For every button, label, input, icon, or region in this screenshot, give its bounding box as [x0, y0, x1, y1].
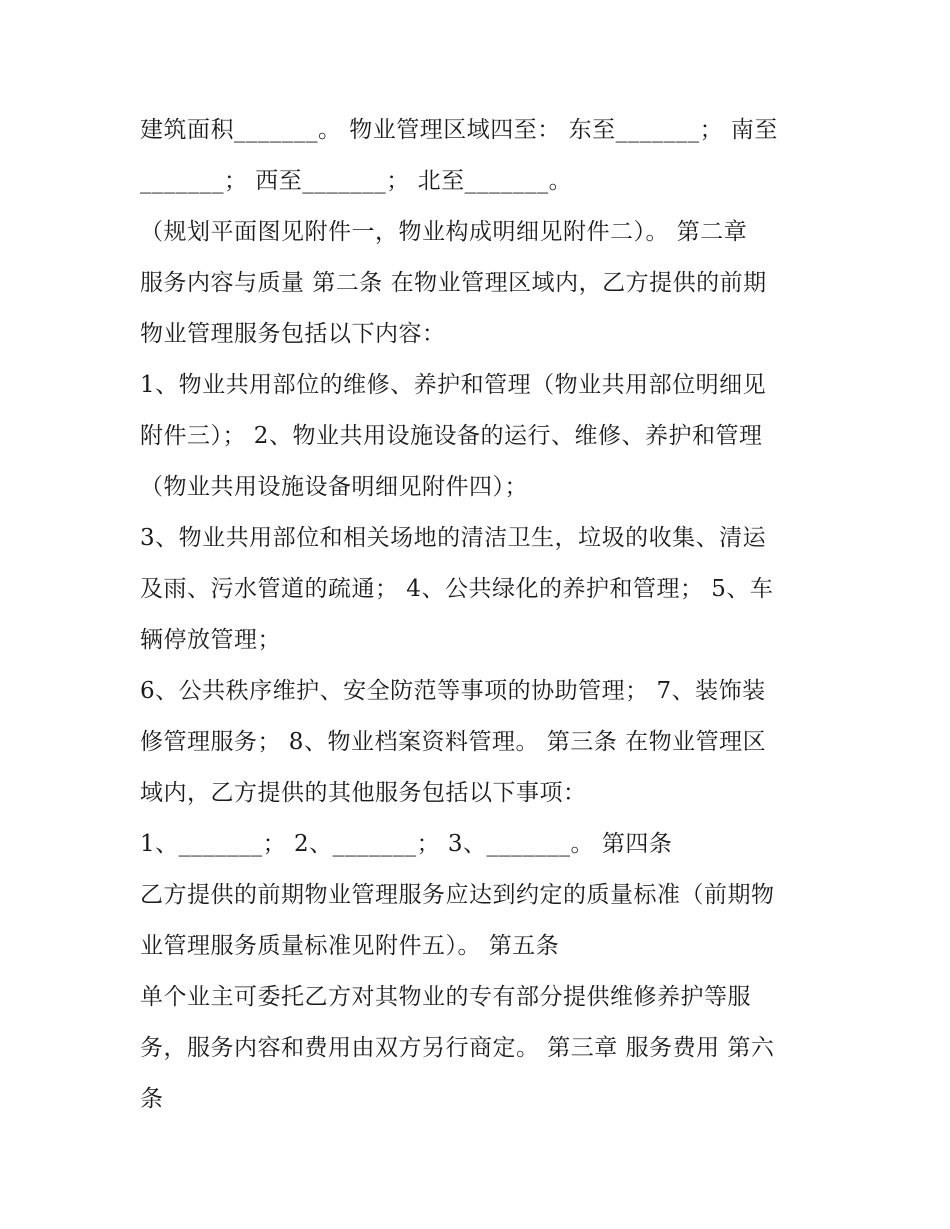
text-line: 条: [140, 1086, 164, 1112]
text-line: 乙方提供的前期物业管理服务应达到约定的质量标准（前期物: [140, 882, 775, 908]
text-line: 1、物业共用部位的维修、养护和管理（物业共用部位明细见: [140, 372, 767, 398]
text-line: 物业管理服务包括以下内容：: [140, 321, 446, 347]
text-line: （物业共用设施设备明细见附件四）；: [140, 474, 528, 500]
text-line: （规划平面图见附件一，物业构成明细见附件二）。 第二章: [140, 219, 748, 245]
text-line: 1、_______； 2、_______； 3、_______。 第四条: [140, 831, 673, 857]
text-line: 务，服务内容和费用由双方另行商定。 第三章 服务费用 第六: [140, 1035, 775, 1061]
text-line: 域内，乙方提供的其他服务包括以下事项：: [140, 780, 587, 806]
text-line: 修管理服务； 8、物业档案资料管理。 第三条 在物业管理区: [140, 729, 767, 755]
text-line: 建筑面积_______。 物业管理区域四至： 东至_______； 南至: [140, 117, 778, 143]
text-line: 单个业主可委托乙方对其物业的专有部分提供维修养护等服: [140, 984, 751, 1010]
text-line: 及雨、污水管道的疏通； 4、公共绿化的养护和管理； 5、车: [140, 576, 774, 602]
text-line: 6、公共秩序维护、安全防范等事项的协助管理； 7、装饰装: [140, 678, 766, 704]
text-line: 附件三）； 2、物业共用设施设备的运行、维修、养护和管理: [140, 423, 763, 449]
document-body: [140, 105, 840, 1125]
text-line: _______； 西至_______； 北至_______。: [140, 168, 573, 194]
text-line: 辆停放管理；: [140, 627, 281, 653]
text-line: 3、物业共用部位和相关场地的清洁卫生，垃圾的收集、清运: [140, 525, 767, 551]
text-line: 服务内容与质量 第二条 在物业管理区域内，乙方提供的前期: [140, 270, 767, 296]
text-line: 业管理服务质量标准见附件五）。 第五条: [140, 933, 560, 959]
